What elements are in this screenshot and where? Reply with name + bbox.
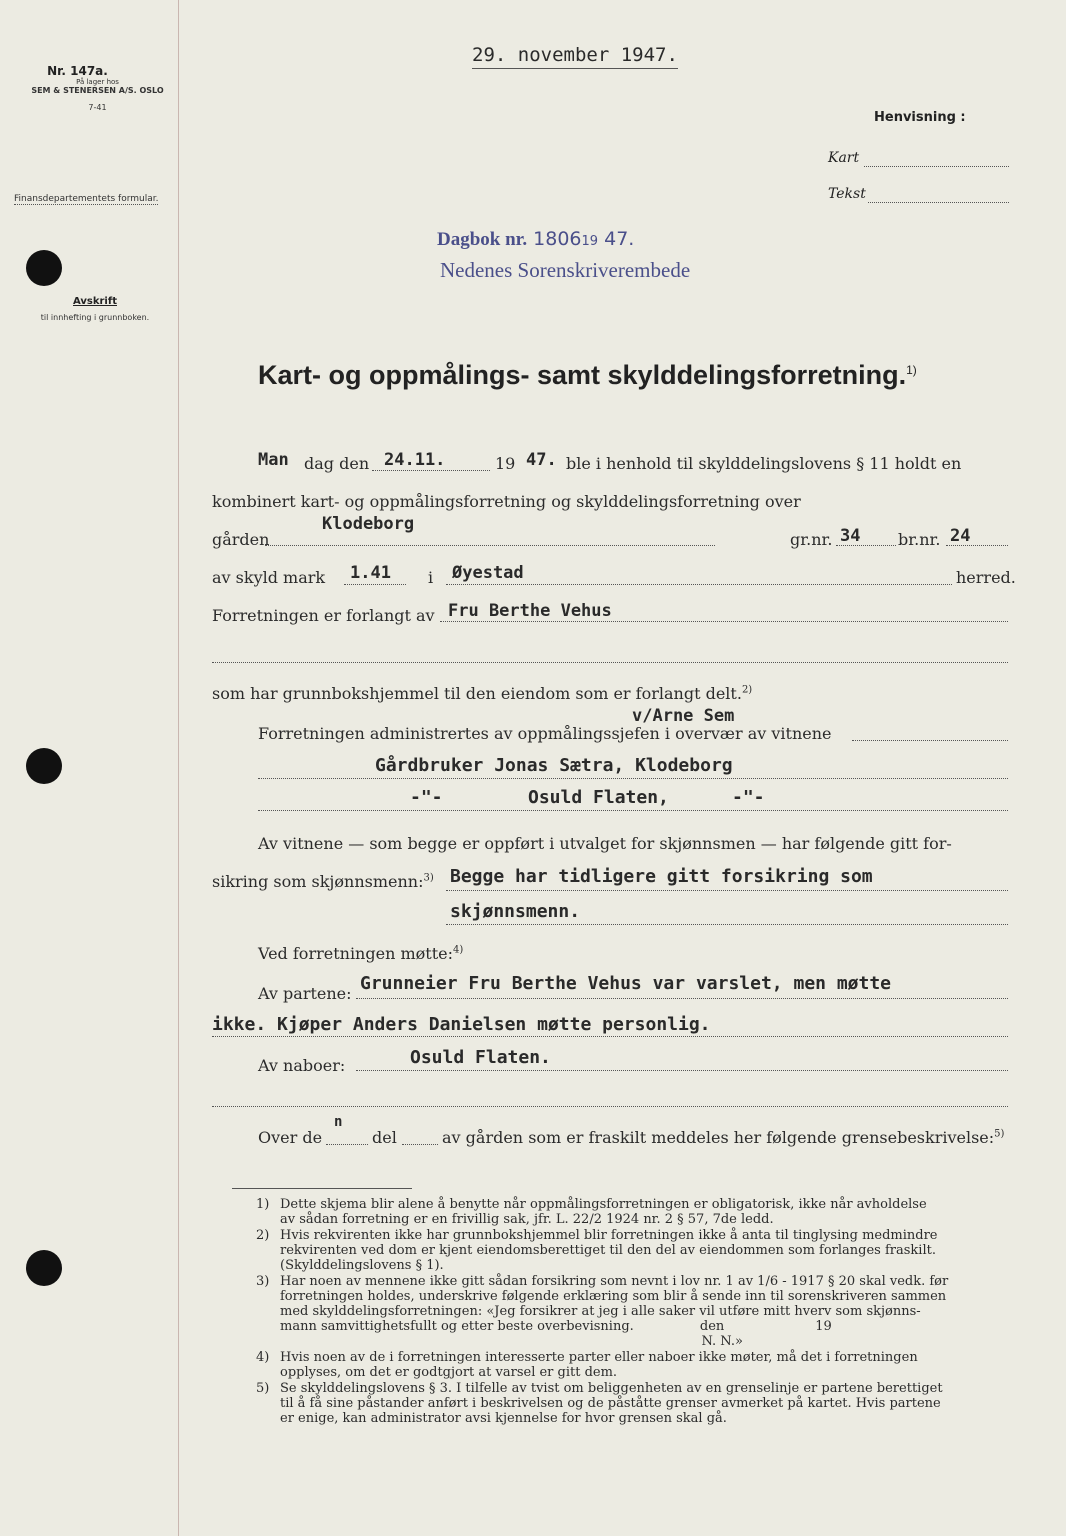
footnote-line: av sådan forretning er en frivillig sak, jfr. L. 22/2 1924 nr. 2 § 57, 7de ledd.	[280, 1212, 774, 1227]
dagbok-label: Dagbok nr.	[437, 229, 528, 250]
vitnene-line2	[212, 872, 434, 891]
day-prefix: Man	[258, 450, 289, 470]
forlangt-value: Fru Berthe Vehus	[448, 601, 612, 621]
footnote-mark: 5)	[256, 1381, 270, 1396]
grunnbok-sup: 2)	[741, 684, 753, 696]
partene-value2: ikke. Kjøper Anders Danielsen møtte personlig.	[212, 1014, 711, 1035]
over-value: n	[334, 1114, 343, 1130]
witness-2-line	[258, 810, 1008, 811]
grnr-value: 34	[840, 526, 861, 546]
footnote-item	[256, 1228, 1016, 1273]
footnote-line: opplyses, om det er godtgjort at varsel er gitt dem.	[280, 1365, 618, 1380]
skyld-label: av skyld mark	[212, 568, 326, 587]
over-line	[326, 1144, 368, 1145]
over-rest	[442, 1128, 1004, 1147]
garden-value: Klodeborg	[322, 514, 415, 534]
title-sup: 1)	[906, 363, 917, 377]
brnr-label: br.nr.	[898, 530, 941, 549]
partene-value1: Grunneier Fru Berthe Vehus var varslet, men møtte	[360, 973, 892, 994]
dagbok-year: 47.	[604, 228, 635, 250]
naboer-label: Av naboer:	[258, 1056, 346, 1075]
margin-line	[178, 0, 179, 1536]
intro-rest: ble i henhold til skylddelingslovens § 11 holdt en	[566, 454, 962, 473]
over-sup: 5)	[994, 1128, 1005, 1140]
footnote-mark: 4)	[256, 1350, 270, 1365]
footnote-separator	[232, 1188, 412, 1189]
witness-2-ditto-end: -"-	[732, 787, 765, 808]
footnote-line: mann samvittighetsfullt og etter beste overbevisning. den 19	[280, 1319, 832, 1334]
footnote-line: (Skylddelingslovens § 1).	[280, 1258, 444, 1273]
footnote-line: Dette skjema blir alene å benytte når oppmålingsforretningen er obligatorisk, ikke når avholdelse	[280, 1197, 927, 1212]
motte-line	[258, 944, 463, 963]
footnote-line: Har noen av mennene ikke gitt sådan forsikring som nevnt i lov nr. 1 av 1/6 - 1917 § 20 skal vedk. før	[280, 1274, 949, 1289]
del-label: del	[372, 1128, 397, 1147]
year-value: 47.	[526, 450, 557, 470]
over-label: Over de	[258, 1128, 323, 1147]
forlangt-label: Forretningen er forlangt av	[212, 606, 435, 625]
witness-2-name: Osuld Flaten,	[528, 787, 669, 808]
naboer-blank-line	[212, 1106, 1008, 1107]
vitnene-line1: Av vitnene — som begge er oppført i utvalget for skjønnsmen — har følgende gitt for-	[258, 834, 952, 853]
vitnene-value2-line	[446, 924, 1008, 925]
footnote-line: forretningen holdes, underskrive følgende erklæring som blir å sende inn til sorenskriveren sammen	[280, 1289, 947, 1304]
footnote-line: N. N.»	[280, 1334, 743, 1349]
i-label: i	[428, 568, 434, 587]
del-line	[402, 1144, 438, 1145]
witness-2-ditto: -"-	[410, 787, 443, 808]
footnote-line: Hvis rekvirenten ikke har grunnbokshjemmel blir forretningen ikke å anta til tinglysing medmindre	[280, 1228, 938, 1243]
year-prefix: 19	[495, 454, 516, 473]
admin-line-dots	[852, 740, 1008, 741]
footnote-line: til å få sine påstander anført i beskrivelsen og de påståtte grenser avmerket på kartet. Hvis partene	[280, 1396, 941, 1411]
herred-line	[446, 584, 952, 585]
intro-line2: kombinert kart- og oppmålingsforretning og skylddelingsforretning over	[212, 492, 801, 511]
garden-line	[265, 545, 715, 546]
avskrift-label: Avskrift	[73, 296, 117, 307]
footnote-item	[256, 1197, 1016, 1227]
dag-den-label: dag den	[304, 454, 370, 473]
ministry-label: Finansdepartementets formular.	[14, 194, 159, 204]
naboer-value: Osuld Flaten.	[410, 1047, 551, 1068]
forlangt-line	[440, 621, 1008, 622]
henvisning-label: Henvisning :	[874, 110, 966, 125]
motte-label: Ved forretningen møtte:	[258, 944, 453, 963]
footnote-mark: 2)	[256, 1228, 270, 1243]
dagbok-stamp	[437, 228, 634, 251]
blank-line	[212, 662, 1008, 663]
skyld-line	[344, 584, 406, 585]
dagbok-number: 1806	[533, 228, 582, 250]
partene-label: Av partene:	[258, 984, 352, 1003]
vitnene-value1-line	[446, 890, 1008, 891]
date-line	[372, 470, 490, 471]
avskrift-sub: til innhefting i grunnboken.	[40, 313, 150, 322]
tekst-line	[868, 202, 1009, 203]
page-title	[258, 360, 917, 391]
skyld-value: 1.41	[350, 563, 391, 583]
footnote-line: er enige, kan administrator avsi kjennelse for hvor grensen skal gå.	[280, 1411, 727, 1426]
admin-value: v/Arne Sem	[632, 706, 735, 726]
title-text: Kart- og oppmålings- samt skylddelingsforretning.	[258, 360, 907, 390]
tekst-label: Tekst	[828, 186, 866, 202]
office-stamp: Nedenes Sorenskriverembede	[440, 258, 691, 282]
grunnbok-text: som har grunnbokshjemmel til den eiendom som er forlangt delt.	[212, 684, 742, 703]
vitnene-label: sikring som skjønnsmenn:	[212, 872, 424, 891]
footnote-line: med skylddelingsforretningen: «Jeg forsikrer at jeg i alle saker vil utføre mitt hverv som skjønns-	[280, 1304, 921, 1319]
brnr-value: 24	[950, 526, 971, 546]
footnote-line: rekvirenten ved dom er kjent eiendomsberettiget til den del av eiendommen som forlanges fraskilt.	[280, 1243, 936, 1258]
punch-hole-icon	[26, 250, 62, 286]
printer-line1: På lager hos	[76, 78, 119, 86]
footnote-mark: 3)	[256, 1274, 270, 1289]
witness-1-line	[258, 778, 1008, 779]
vitnene-sup: 3)	[423, 872, 434, 884]
grnr-label: gr.nr.	[790, 530, 833, 549]
motte-sup: 4)	[452, 944, 464, 956]
partene-line1	[356, 998, 1008, 999]
footnote-mark: 1)	[256, 1197, 270, 1212]
footnote-line: Se skylddelingslovens § 3. I tilfelle av tvist om beliggenheten av en grenselinje er partene berettiget	[280, 1381, 943, 1396]
brnr-line	[946, 545, 1008, 546]
herred-value: Øyestad	[452, 563, 524, 583]
footnote-item	[256, 1381, 1016, 1426]
kart-line	[864, 166, 1009, 167]
grnr-line	[836, 545, 896, 546]
punch-hole-icon	[26, 748, 62, 784]
herred-label: herred.	[956, 568, 1016, 587]
footnote-item	[256, 1274, 1016, 1349]
partene-line2	[212, 1036, 1008, 1037]
witness-1: Gårdbruker Jonas Sætra, Klodeborg	[375, 755, 733, 776]
printer-line2: SEM & STENERSEN A/S. OSLO	[31, 86, 164, 95]
naboer-line	[356, 1070, 1008, 1071]
over-rest-text: av gården som er fraskilt meddeles her følgende grensebeskrivelse:	[442, 1128, 995, 1147]
date-value: 24.11.	[384, 450, 446, 470]
punch-hole-icon	[26, 1250, 62, 1286]
document-date: 29. november 1947.	[472, 44, 678, 69]
footnote-item	[256, 1350, 1016, 1380]
form-number: Nr. 147a.	[47, 64, 108, 78]
kart-label: Kart	[828, 150, 860, 166]
vitnene-value1: Begge har tidligere gitt forsikring som	[450, 866, 873, 887]
admin-line: Forretningen administrertes av oppmålingssjefen i overvær av vitnene	[258, 724, 832, 743]
garden-label: gården	[212, 530, 270, 549]
grunnbok-line	[212, 684, 752, 703]
vitnene-value2: skjønnsmenn.	[450, 901, 581, 922]
form-code: 7-41	[88, 103, 107, 112]
dagbok-year-prefix: 19	[581, 234, 599, 249]
footnotes	[256, 1197, 1016, 1427]
footnote-line: Hvis noen av de i forretningen interesserte parter eller naboer ikke møter, må det i forretningen	[280, 1350, 918, 1365]
